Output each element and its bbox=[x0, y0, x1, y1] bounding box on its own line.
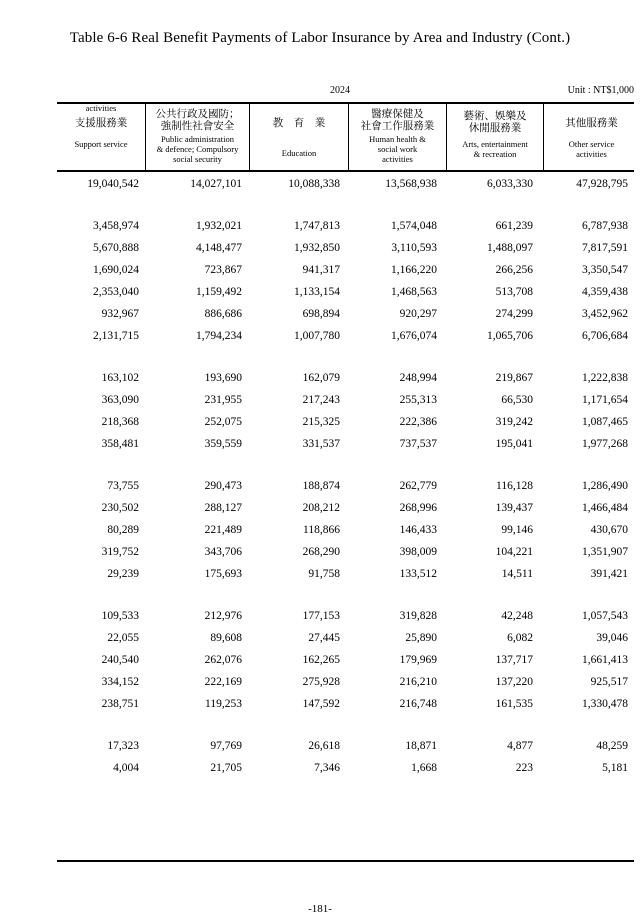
table-cell: 398,009 bbox=[399, 546, 437, 558]
table-cell: 195,041 bbox=[495, 438, 533, 450]
table-row bbox=[57, 546, 634, 564]
table-cell: 17,323 bbox=[107, 740, 139, 752]
table-cell: 1,668 bbox=[411, 762, 437, 774]
table-row bbox=[57, 308, 634, 326]
table-cell: 162,079 bbox=[302, 372, 340, 384]
table-cell: 1,007,780 bbox=[294, 330, 340, 342]
table-cell: 175,693 bbox=[204, 568, 242, 580]
table-cell: 3,458,974 bbox=[93, 220, 139, 232]
table-cell: 80,289 bbox=[107, 524, 139, 536]
table-cell: 319,828 bbox=[399, 610, 437, 622]
table-row bbox=[57, 242, 634, 260]
table-cell: 334,152 bbox=[101, 676, 139, 688]
table-cell: 266,256 bbox=[495, 264, 533, 276]
column-header-en: activities bbox=[85, 103, 117, 113]
column-header-zh: 藝術、娛樂及 bbox=[463, 110, 527, 122]
table-cell: 1,661,413 bbox=[582, 654, 628, 666]
table-cell: 698,894 bbox=[302, 308, 340, 320]
column-header bbox=[249, 103, 348, 170]
table-cell: 216,748 bbox=[399, 698, 437, 710]
table-cell: 1,932,021 bbox=[196, 220, 242, 232]
table-cell: 1,794,234 bbox=[196, 330, 242, 342]
column-header-zh: 社會工作服務業 bbox=[360, 120, 435, 132]
column-header-en: Arts, entertainment bbox=[462, 139, 528, 149]
table-cell: 163,102 bbox=[101, 372, 139, 384]
table-row bbox=[57, 740, 634, 758]
header-bottom-rule bbox=[57, 170, 634, 172]
column-header-en: activities bbox=[382, 154, 413, 164]
table-cell: 119,253 bbox=[205, 698, 242, 710]
table-cell: 39,046 bbox=[596, 632, 628, 644]
column-header-en: social security bbox=[173, 154, 222, 164]
table-cell: 248,994 bbox=[399, 372, 437, 384]
table-cell: 1,488,097 bbox=[487, 242, 533, 254]
table-cell: 222,386 bbox=[399, 416, 437, 428]
table-cell: 275,928 bbox=[302, 676, 340, 688]
table-cell: 218,368 bbox=[101, 416, 139, 428]
table-cell: 22,055 bbox=[107, 632, 139, 644]
column-header-zh: 教 育 業 bbox=[272, 117, 326, 129]
table-cell: 161,535 bbox=[495, 698, 533, 710]
table-cell: 27,445 bbox=[308, 632, 340, 644]
table-cell: 513,708 bbox=[495, 286, 533, 298]
table-cell: 221,489 bbox=[204, 524, 242, 536]
table-cell: 3,110,593 bbox=[391, 242, 437, 254]
table-cell: 21,705 bbox=[210, 762, 242, 774]
column-header-en: Education bbox=[281, 148, 317, 158]
column-header-en: & recreation bbox=[473, 149, 517, 159]
table-row bbox=[57, 264, 634, 282]
table-row bbox=[57, 524, 634, 542]
table-row bbox=[57, 654, 634, 672]
table-cell: 10,088,338 bbox=[288, 178, 340, 190]
table-cell: 222,169 bbox=[204, 676, 242, 688]
column-header-zh: 支援服務業 bbox=[74, 117, 128, 129]
table-cell: 7,817,591 bbox=[582, 242, 628, 254]
table-cell: 26,618 bbox=[308, 740, 340, 752]
table-cell: 99,146 bbox=[501, 524, 533, 536]
table-cell: 1,977,268 bbox=[582, 438, 628, 450]
table-row bbox=[57, 480, 634, 498]
table-cell: 215,325 bbox=[302, 416, 340, 428]
table-cell: 319,752 bbox=[101, 546, 139, 558]
column-header-zh: 醫療保健及 bbox=[371, 108, 424, 120]
table-cell: 3,350,547 bbox=[582, 264, 628, 276]
table-cell: 4,359,438 bbox=[582, 286, 628, 298]
table-cell: 288,127 bbox=[204, 502, 242, 514]
table-cell: 91,758 bbox=[308, 568, 340, 580]
column-header-zh: 公共行政及國防； bbox=[155, 108, 240, 120]
table-cell: 430,670 bbox=[590, 524, 628, 536]
table-row bbox=[57, 632, 634, 650]
table-row bbox=[57, 330, 634, 348]
table-row bbox=[57, 438, 634, 456]
table-cell: 1,351,907 bbox=[582, 546, 628, 558]
table-cell: 1,574,048 bbox=[391, 220, 437, 232]
table-row bbox=[57, 394, 634, 412]
column-header bbox=[543, 103, 639, 170]
column-header bbox=[145, 103, 249, 170]
table-cell: 886,686 bbox=[204, 308, 242, 320]
table-cell: 1,466,484 bbox=[582, 502, 628, 514]
table-cell: 29,239 bbox=[107, 568, 139, 580]
table-cell: 177,153 bbox=[302, 610, 340, 622]
column-header-en: Support service bbox=[74, 139, 128, 149]
table-cell: 219,867 bbox=[495, 372, 533, 384]
table-cell: 240,540 bbox=[101, 654, 139, 666]
table-cell: 188,874 bbox=[302, 480, 340, 492]
table-cell: 1,159,492 bbox=[196, 286, 242, 298]
table-cell: 14,027,101 bbox=[190, 178, 242, 190]
table-cell: 217,243 bbox=[302, 394, 340, 406]
column-header-en: activities bbox=[576, 149, 607, 159]
table-cell: 179,969 bbox=[399, 654, 437, 666]
table-cell: 262,779 bbox=[399, 480, 437, 492]
table-cell: 5,670,888 bbox=[93, 242, 139, 254]
year-label: 2024 bbox=[330, 85, 350, 96]
table-cell: 262,076 bbox=[204, 654, 242, 666]
table-cell: 2,353,040 bbox=[93, 286, 139, 298]
column-header-zh: 強制性社會安全 bbox=[160, 120, 235, 132]
column-header-zh: 休閒服務業 bbox=[468, 122, 522, 134]
table-cell: 6,033,330 bbox=[487, 178, 533, 190]
table-cell: 925,517 bbox=[590, 676, 628, 688]
table-cell: 137,717 bbox=[495, 654, 533, 666]
table-cell: 73,755 bbox=[107, 480, 139, 492]
table-cell: 139,437 bbox=[495, 502, 533, 514]
table-cell: 1,330,478 bbox=[582, 698, 628, 710]
table-cell: 146,433 bbox=[399, 524, 437, 536]
table-cell: 1,747,813 bbox=[294, 220, 340, 232]
table-cell: 2,131,715 bbox=[93, 330, 139, 342]
table-cell: 4,877 bbox=[507, 740, 533, 752]
table-cell: 230,502 bbox=[101, 502, 139, 514]
table-cell: 48,259 bbox=[596, 740, 628, 752]
table-cell: 137,220 bbox=[495, 676, 533, 688]
column-header bbox=[348, 103, 446, 170]
table-cell: 147,592 bbox=[302, 698, 340, 710]
table-cell: 193,690 bbox=[204, 372, 242, 384]
table-cell: 5,181 bbox=[602, 762, 628, 774]
table-cell: 25,890 bbox=[405, 632, 437, 644]
table-title: Table 6-6 Real Benefit Payments of Labor Insurance by Area and Industry (Cont.) bbox=[69, 30, 571, 46]
table-cell: 6,082 bbox=[507, 632, 533, 644]
table-cell: 7,346 bbox=[314, 762, 340, 774]
table-cell: 941,317 bbox=[302, 264, 340, 276]
table-cell: 18,871 bbox=[405, 740, 437, 752]
table-cell: 1,690,024 bbox=[93, 264, 139, 276]
table-row bbox=[57, 178, 634, 196]
table-cell: 1,676,074 bbox=[391, 330, 437, 342]
table-bottom-rule bbox=[57, 860, 634, 862]
table-row bbox=[57, 698, 634, 716]
table-cell: 19,040,542 bbox=[87, 178, 139, 190]
table-cell: 223 bbox=[515, 762, 533, 774]
column-header bbox=[446, 103, 543, 170]
table-cell: 290,473 bbox=[204, 480, 242, 492]
table-cell: 47,928,795 bbox=[576, 178, 628, 190]
table-cell: 359,559 bbox=[204, 438, 242, 450]
table-cell: 14,511 bbox=[501, 568, 533, 580]
table-row bbox=[57, 286, 634, 304]
table-cell: 212,976 bbox=[204, 610, 242, 622]
column-header-en: Other service bbox=[568, 139, 615, 149]
table-cell: 104,221 bbox=[495, 546, 533, 558]
table-row bbox=[57, 762, 634, 780]
table-cell: 1,932,850 bbox=[294, 242, 340, 254]
table-cell: 331,537 bbox=[302, 438, 340, 450]
table-cell: 89,608 bbox=[210, 632, 242, 644]
table-row bbox=[57, 220, 634, 238]
table-cell: 231,955 bbox=[204, 394, 242, 406]
table-header bbox=[57, 103, 634, 170]
table-cell: 343,706 bbox=[204, 546, 242, 558]
table-cell: 274,299 bbox=[495, 308, 533, 320]
table-cell: 3,452,962 bbox=[582, 308, 628, 320]
table-cell: 255,313 bbox=[399, 394, 437, 406]
table-cell: 1,286,490 bbox=[582, 480, 628, 492]
table-cell: 1,166,220 bbox=[391, 264, 437, 276]
column-header-en: social work bbox=[377, 144, 418, 154]
column-header bbox=[57, 103, 145, 170]
table-row bbox=[57, 676, 634, 694]
table-cell: 216,210 bbox=[399, 676, 437, 688]
table-cell: 920,297 bbox=[399, 308, 437, 320]
table-cell: 1,057,543 bbox=[582, 610, 628, 622]
table-cell: 109,533 bbox=[101, 610, 139, 622]
table-row bbox=[57, 568, 634, 586]
table-cell: 13,568,938 bbox=[385, 178, 437, 190]
table-cell: 661,239 bbox=[495, 220, 533, 232]
unit-label: Unit : NT$1,000 bbox=[567, 85, 634, 96]
table-cell: 42,248 bbox=[501, 610, 533, 622]
page-number: -181- bbox=[308, 903, 332, 915]
table-cell: 358,481 bbox=[101, 438, 139, 450]
table-row bbox=[57, 610, 634, 628]
table-cell: 1,087,465 bbox=[582, 416, 628, 428]
table-cell: 737,537 bbox=[399, 438, 437, 450]
table-cell: 1,133,154 bbox=[294, 286, 340, 298]
table-cell: 6,787,938 bbox=[582, 220, 628, 232]
table-cell: 118,866 bbox=[303, 524, 340, 536]
table-cell: 1,171,654 bbox=[582, 394, 628, 406]
table-cell: 1,065,706 bbox=[487, 330, 533, 342]
table-cell: 4,148,477 bbox=[196, 242, 242, 254]
table-cell: 723,867 bbox=[204, 264, 242, 276]
table-cell: 268,996 bbox=[399, 502, 437, 514]
column-header-en: Public administration bbox=[161, 134, 234, 144]
table-cell: 1,222,838 bbox=[582, 372, 628, 384]
table-cell: 363,090 bbox=[101, 394, 139, 406]
table-cell: 319,242 bbox=[495, 416, 533, 428]
column-header-en: Human health & bbox=[369, 134, 426, 144]
table-cell: 4,004 bbox=[113, 762, 139, 774]
column-header-en: & defence; Compulsory bbox=[156, 144, 239, 154]
table-cell: 162,265 bbox=[302, 654, 340, 666]
column-header-zh: 其他服務業 bbox=[565, 117, 618, 129]
table-cell: 97,769 bbox=[210, 740, 242, 752]
table-cell: 6,706,684 bbox=[582, 330, 628, 342]
table-cell: 932,967 bbox=[101, 308, 139, 320]
table-cell: 116,128 bbox=[496, 480, 533, 492]
table-row bbox=[57, 372, 634, 390]
table-cell: 391,421 bbox=[590, 568, 628, 580]
table-row bbox=[57, 502, 634, 520]
table-cell: 1,468,563 bbox=[391, 286, 437, 298]
table-row bbox=[57, 416, 634, 434]
table-cell: 208,212 bbox=[302, 502, 340, 514]
table-cell: 238,751 bbox=[101, 698, 139, 710]
table-cell: 268,290 bbox=[302, 546, 340, 558]
table-cell: 66,530 bbox=[501, 394, 533, 406]
table-cell: 252,075 bbox=[204, 416, 242, 428]
table-cell: 133,512 bbox=[399, 568, 437, 580]
